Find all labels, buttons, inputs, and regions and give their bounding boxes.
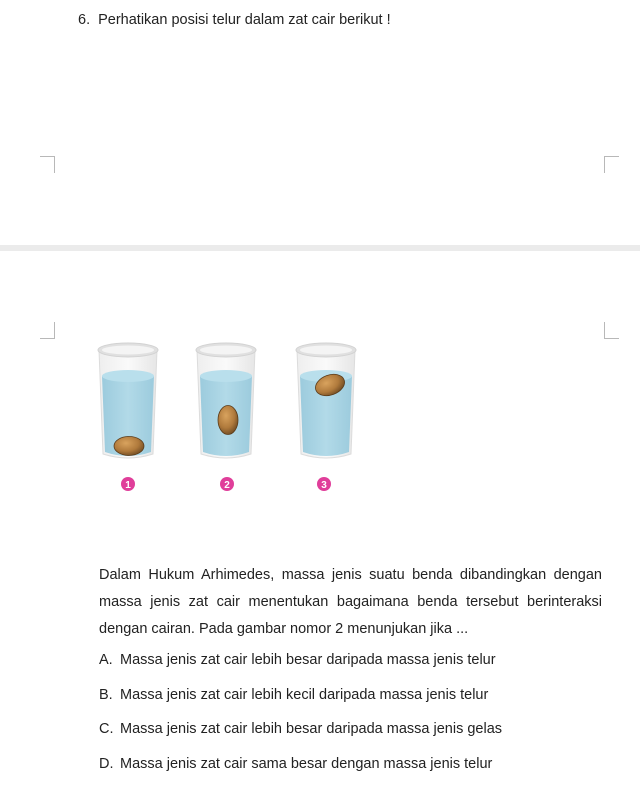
egg-2 — [218, 406, 238, 435]
glass-3 — [296, 343, 356, 458]
badge-label-3: 3 — [321, 480, 327, 491]
option-text: Massa jenis zat cair sama besar dengan massa jenis telur — [120, 756, 492, 772]
question-title — [78, 12, 391, 28]
question-number: 6. — [78, 12, 90, 28]
egg-1 — [114, 437, 144, 456]
glass-2 — [196, 343, 256, 458]
margin-corner-mark — [604, 322, 619, 339]
option-letter: B. — [99, 682, 120, 709]
badge-label-2: 2 — [224, 480, 230, 491]
option-text: Massa jenis zat cair lebih besar daripada massa jenis telur — [120, 652, 496, 668]
margin-corner-mark — [604, 156, 619, 173]
option-b[interactable] — [99, 682, 502, 717]
margin-corner-mark — [40, 322, 55, 339]
page-break — [0, 245, 640, 251]
question-paragraph: Dalam Hukum Arhimedes, massa jenis suatu benda dibandingkan dengan massa jenis zat cair menentukan bagaimana benda tersebut berinteraksi dengan cairan. Pada gambar nomor 2 menunjukan jika ... — [99, 562, 602, 643]
option-letter: A. — [99, 647, 120, 674]
badge-label-1: 1 — [125, 480, 131, 491]
option-letter: D. — [99, 751, 120, 778]
badge-1 — [121, 477, 135, 491]
glass-1 — [98, 343, 158, 458]
answer-options — [99, 647, 502, 785]
option-text: Massa jenis zat cair lebih besar daripada massa jenis gelas — [120, 721, 502, 737]
badge-3 — [317, 477, 331, 491]
option-d[interactable] — [99, 751, 502, 785]
option-letter: C. — [99, 716, 120, 743]
margin-corner-mark — [40, 156, 55, 173]
option-c[interactable] — [99, 716, 502, 751]
question-text: Perhatikan posisi telur dalam zat cair berikut ! — [98, 12, 391, 28]
option-text: Massa jenis zat cair lebih kecil daripada massa jenis telur — [120, 687, 488, 703]
option-a[interactable] — [99, 647, 502, 682]
egg-glasses-figure — [90, 332, 370, 492]
badge-2 — [220, 477, 234, 491]
